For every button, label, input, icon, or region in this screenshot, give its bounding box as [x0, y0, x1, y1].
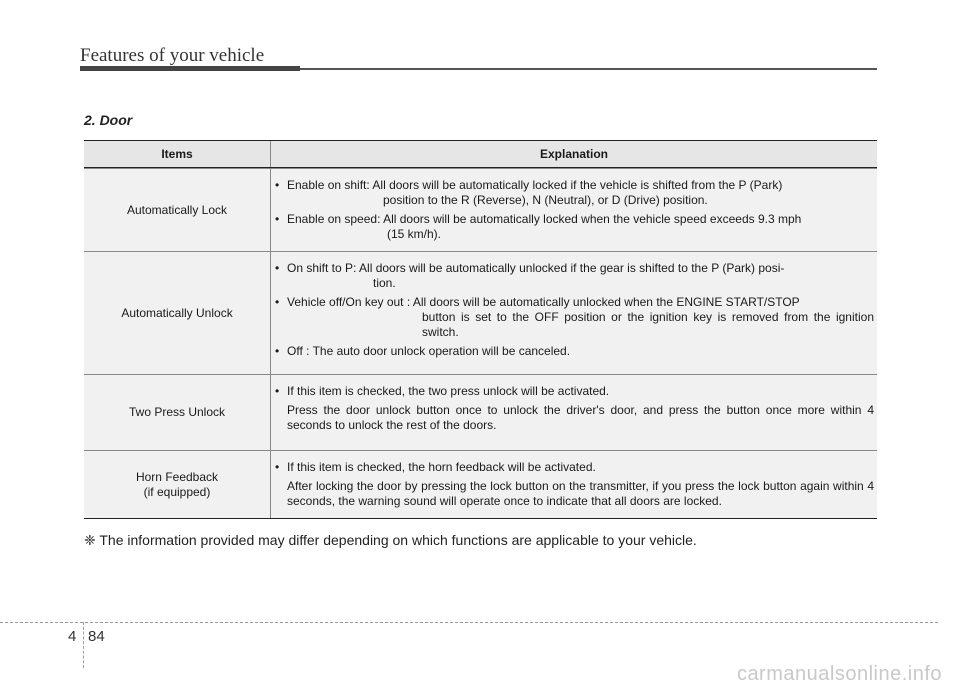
table-header-row — [84, 141, 877, 168]
explanation-bullet: • Enable on shift: All doors will be automatically locked if the vehicle is shifted from the P (Park) position to the R (Reverse), N (Neutral), or D (Drive) position. — [275, 178, 783, 207]
section-title: 2. Door — [84, 112, 133, 128]
footer-rule — [0, 622, 938, 623]
explanation-bullet: • If this item is checked, the horn feedback will be activated. — [275, 460, 596, 474]
table-row — [84, 251, 877, 374]
footer-separator — [83, 622, 84, 668]
row-explanation — [271, 375, 877, 450]
explanation-bullet: • Off : The auto door unlock operation will be canceled. — [275, 344, 571, 358]
bullet-icon: • — [275, 460, 280, 474]
column-header-items: Items — [84, 141, 271, 167]
explanation-bullet: • Enable on speed: All doors will be automatically locked when the vehicle speed exceeds 9.3 mph (15 km/h). — [275, 212, 802, 241]
bullet-icon: • — [275, 261, 280, 275]
chapter-number: 4 — [68, 628, 77, 645]
explanation-bullet: • If this item is checked, the two press unlock will be activated. — [275, 384, 610, 398]
explanation-bullet: • On shift to P: All doors will be automatically unlocked if the gear is shifted to the P (Park) posi- tion. — [275, 261, 785, 290]
header-rule-accent — [80, 66, 300, 71]
row-item-label: Horn Feedback (if equipped) — [84, 451, 271, 518]
row-item-label: Automatically Lock — [84, 169, 271, 251]
bullet-icon: • — [275, 178, 280, 192]
bullet-icon: • — [275, 344, 280, 358]
table-row — [84, 374, 877, 450]
bullet-icon: • — [275, 212, 280, 226]
door-settings-table — [84, 140, 877, 519]
explanation-bullet: • Vehicle off/On key out : All doors will be automatically unlocked when the ENGINE START/STOP button is set to the OFF position or the ignition key is removed from the ignition switch. — [275, 295, 874, 339]
table-row — [84, 168, 877, 251]
page-header-title: Features of your vehicle — [80, 45, 265, 66]
watermark: carmanualsonline.info — [736, 663, 942, 685]
bullet-icon: • — [275, 295, 280, 309]
footnote-text: The information provided may differ depending on which functions are applicable to your vehicle. — [99, 532, 697, 548]
explanation-paragraph: After locking the door by pressing the lock button on the transmitter, if you press the lock button again within 4 seconds, the warning sound will operate once to indicate that all doors are locked. — [287, 479, 874, 508]
page-number: 84 — [88, 628, 105, 645]
column-header-explanation: Explanation — [539, 147, 608, 161]
row-explanation — [271, 451, 877, 518]
table-row — [84, 450, 877, 518]
row-item-label: Automatically Unlock — [84, 252, 271, 374]
row-explanation — [271, 252, 877, 374]
bullet-icon: • — [275, 384, 280, 398]
row-item-label: Two Press Unlock — [84, 375, 271, 450]
explanation-paragraph: Press the door unlock button once to unlock the driver's door, and press the button once more within 4 seconds to unlock the rest of the doors. — [287, 403, 874, 432]
asterism-icon: ❈ — [84, 532, 96, 548]
footnote — [84, 532, 697, 549]
row-explanation — [271, 169, 877, 251]
